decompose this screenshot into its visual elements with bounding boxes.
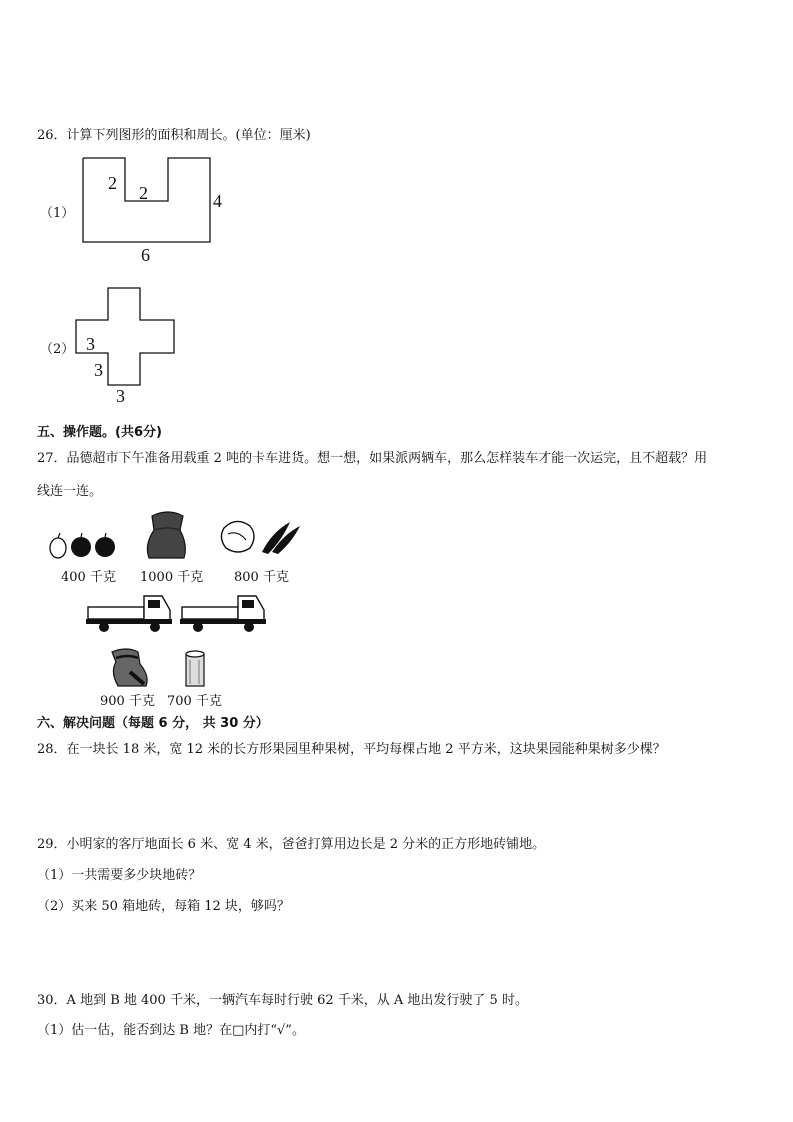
- q28-text: 28．在一块长 18 米，宽 12 米的长方形果园里种果树，平均每棵占地 2 平方米，这块果园能种果树多少棵？: [37, 742, 666, 757]
- fig1-label-notch: 2: [139, 183, 148, 203]
- fig1-label-bottom-width: 6: [141, 245, 150, 265]
- q29-sub2: （2）买来 50 箱地砖，每箱 12 块，够吗？: [37, 899, 290, 914]
- fig1-label-right-height: 4: [213, 191, 222, 211]
- weight-sack: 1000 千克: [140, 570, 204, 585]
- q27-line2: 线连一连。: [37, 484, 103, 499]
- weight-vegetables: 800 千克: [234, 570, 289, 585]
- q29-sub1: （1）一共需要多少块地砖？: [37, 868, 202, 883]
- section5-title: 五、操作题。(共6分): [37, 425, 162, 440]
- weight-can: 700 千克: [167, 694, 222, 709]
- fig2-label-b: 3: [94, 360, 103, 380]
- section6-title: 六、解决问题（每题 6 分， 共 30 分）: [37, 716, 269, 731]
- weight-bag: 900 千克: [100, 694, 155, 709]
- q27-line1: 27．品德超市下午准备用载重 2 吨的卡车进货。想一想，如果派两辆车，那么怎样装车才能一次运完，且不超载？用: [37, 451, 708, 466]
- fig2-label-a: 3: [86, 334, 95, 354]
- q30-text: 30．A 地到 B 地 400 千米，一辆汽车每时行驶 62 千米，从 A 地出发行驶了 5 时。: [37, 993, 528, 1008]
- weight-fruit: 400 千克: [61, 570, 116, 585]
- q30-sub1: （1）估一估，能否到达 B 地？在□内打“√”。: [37, 1023, 305, 1038]
- q26-part1-label: （1）: [40, 206, 75, 221]
- q26-part2-label: （2）: [40, 342, 75, 357]
- fig2-label-c: 3: [116, 386, 125, 406]
- q26-text: 26．计算下列图形的面积和周长。(单位：厘米): [37, 128, 311, 143]
- q29-text: 29．小明家的客厅地面长 6 米、宽 4 米，爸爸打算用边长是 2 分米的正方形地砖铺地。: [37, 837, 546, 852]
- fig1-label-left-height: 2: [108, 173, 117, 193]
